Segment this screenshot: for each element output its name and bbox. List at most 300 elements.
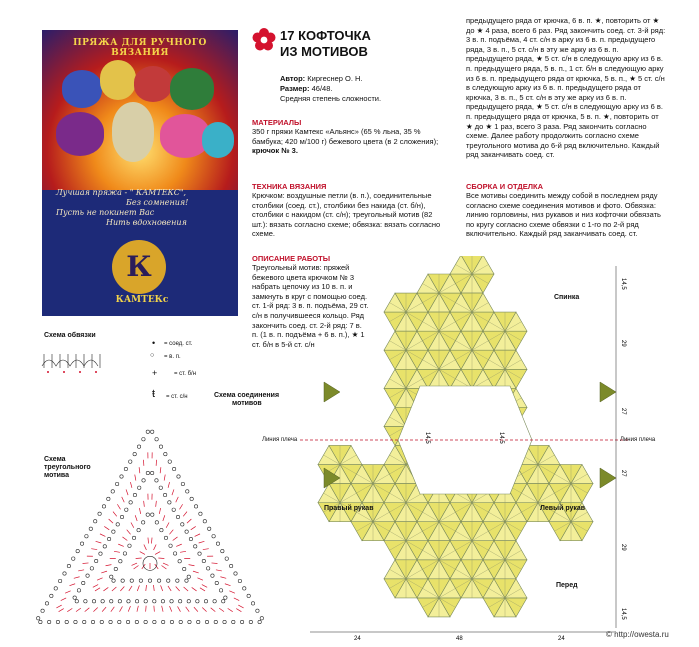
chain-stitch	[128, 544, 131, 547]
double-crochet-stitch	[166, 523, 169, 528]
double-crochet-stitch	[170, 606, 172, 612]
chain-stitch	[112, 579, 115, 582]
dimension-label: 29	[620, 340, 626, 347]
chain-stitch	[80, 542, 83, 545]
chain-stitch	[109, 620, 112, 623]
chain-stitch	[159, 445, 162, 448]
chain-stitch	[146, 471, 149, 474]
edging-title: Схема обвязки	[44, 332, 96, 340]
double-crochet-stitch	[156, 501, 157, 507]
technique-section	[252, 182, 448, 239]
chain-stitch	[77, 589, 80, 592]
double-crochet-stitch	[97, 578, 103, 580]
double-crochet-stitch	[85, 608, 90, 612]
legend-row	[148, 352, 228, 366]
chain-stitch	[170, 620, 173, 623]
dimension-label: 14,5	[620, 608, 626, 620]
chain-stitch	[185, 579, 188, 582]
yarn-skein-icon	[100, 60, 136, 100]
joining-diagram	[300, 256, 630, 642]
chain-stitch	[148, 579, 151, 582]
chain-stitch	[116, 523, 119, 526]
brand-logo-icon: К	[112, 240, 166, 294]
chain-stitch	[251, 602, 254, 605]
double-crochet-stitch	[189, 565, 195, 566]
double-crochet-stitch	[220, 577, 226, 579]
chain-stitch	[144, 600, 147, 603]
double-crochet-stitch	[93, 585, 98, 588]
dark-motif-accent	[600, 382, 616, 402]
chain-stitch	[170, 600, 173, 603]
double-crochet-stitch	[154, 545, 157, 550]
double-crochet-stitch	[95, 588, 100, 591]
chain-stitch	[234, 572, 237, 575]
chain-stitch	[91, 620, 94, 623]
double-crochet-stitch	[120, 606, 123, 611]
double-crochet-stitch	[74, 577, 80, 579]
chain-stitch	[163, 493, 166, 496]
chain-stitch	[167, 579, 170, 582]
chain-stitch	[159, 486, 162, 489]
double-crochet-stitch	[137, 585, 139, 591]
double-crochet-stitch	[180, 504, 183, 509]
double-crochet-stitch	[160, 467, 161, 473]
double-crochet-stitch	[163, 563, 168, 565]
chain-stitch	[247, 594, 250, 597]
chain-stitch	[118, 620, 121, 623]
chain-stitch	[120, 475, 123, 478]
dark-motif-accent	[324, 382, 340, 402]
double-crochet-stitch	[168, 586, 171, 591]
double-crochet-stitch	[128, 606, 130, 612]
chain-stitch	[187, 600, 190, 603]
materials-hook: крючок № 3.	[252, 146, 448, 156]
chain-stitch	[188, 620, 191, 623]
chain-stitch	[203, 520, 206, 523]
chain-stitch	[256, 609, 259, 612]
double-crochet-stitch	[140, 552, 145, 555]
chain-stitch	[155, 479, 158, 482]
chain-stitch	[169, 544, 172, 547]
double-crochet-stitch	[176, 586, 180, 591]
author-value: Киргеснер О. Н.	[307, 74, 362, 83]
double-crochet-stitch	[234, 598, 239, 601]
double-crochet-stitch	[144, 545, 147, 550]
double-crochet-stitch	[59, 609, 64, 612]
double-crochet-stitch	[203, 549, 209, 550]
chain-stitch	[164, 536, 167, 539]
work-text: Треугольный мотив: пряжей бежевого цвета крючком № 3 набрать цепочку из 10 в. п. и замкнуть в круг с помощью соед. ст. 1-й ряд: 3 в. п. подъёма, 29 ст. с/н в получившееся кольцо. Ряд закончить соед. ст. 2-й ряд: 7 в. п. (1 в. п. подъёма + 6 в. п.), ★ 1 ст. б/н в 5-й ст. с/н	[252, 263, 370, 349]
double-crochet-stitch	[65, 591, 71, 593]
double-crochet-stitch	[183, 512, 187, 517]
double-crochet-stitch	[225, 584, 231, 586]
chain-stitch	[232, 620, 235, 623]
watermark: © http://owesta.ru	[606, 630, 669, 639]
double-crochet-stitch	[112, 587, 116, 591]
chain-stitch	[111, 490, 114, 493]
double-crochet-stitch	[109, 519, 113, 523]
double-crochet-stitch	[76, 608, 81, 612]
chain-stitch	[216, 542, 219, 545]
double-crochet-stitch	[162, 566, 167, 569]
joining-title-line: Схема соединения	[214, 392, 279, 400]
double-crochet-stitch	[162, 606, 163, 612]
chain-stitch	[135, 620, 138, 623]
chain-stitch	[67, 564, 70, 567]
back-label: Спинка	[554, 294, 579, 302]
double-crochet-stitch	[114, 551, 120, 552]
double-crochet-stitch	[134, 566, 139, 569]
chain-stitch	[39, 620, 42, 623]
chain-stitch	[161, 600, 164, 603]
chain-stitch	[199, 512, 202, 515]
double-crochet-stitch	[127, 530, 131, 535]
chain-stitch	[74, 620, 77, 623]
chain-stitch	[85, 534, 88, 537]
double-crochet-stitch	[176, 544, 182, 546]
chain-stitch	[249, 620, 252, 623]
chain-stitch	[142, 479, 145, 482]
legend-ch: = в. п.	[164, 354, 181, 360]
work-continued-text: предыдущего ряда от крючка, 6 в. п. ★, повторить от ★ до ★ 4 раза, всего 6 раз. Ряд закончить соед. ст. 3-й ряд: 3 в. п. подъёма, 4 ст. с/н в арку из 6 в. п. предыдущего ряда, 3 в. п., 5 ст. с/н в эту же арку из 6 в. п. предыдущего ряда, ★ 5 ст. с/н в следующую арку из 6 в. п. предыдущего ряда, 5 в. п., 1 ст. б/н в следующую арку из 6 в. п. предыдущего ряда от крючка, 5 в. п., ★ 5 ст. с/н в следующую арку из 6 в. п. предыдущего ряда от крючка, 3 в. п., 5 ст. с/н в эту же арку из 6 в. п. предыдущего ряда, ★ 5 ст. с/н в следующую арку из 6 в. п. предыдущего ряда от крючка, 5 в. п. ★, повторить от ★ до ★ 1 раз, всего 3 раза. Ряд закончить согласно схеме. Далее работу продолжить согласно схеме треугольного мотива до 6-й ряд включительно. Каждый ряд заканчивать соед. ст.	[466, 16, 666, 160]
double-crochet-stitch	[216, 570, 222, 571]
chain-stitch	[204, 600, 207, 603]
flower-icon	[252, 28, 276, 52]
double-crochet-stitch	[151, 538, 152, 544]
chain-stitch	[102, 505, 105, 508]
double-crochet-stitch	[199, 541, 205, 543]
pattern-meta	[280, 74, 381, 104]
double-crochet-stitch	[69, 584, 75, 586]
double-crochet-stitch	[168, 482, 170, 488]
chain-stitch	[133, 493, 136, 496]
chain-stitch	[99, 552, 102, 555]
front-label: Перед	[556, 582, 578, 590]
yarn-advertisement	[42, 30, 238, 316]
double-crochet-stitch	[169, 530, 173, 535]
assembly-section	[466, 182, 666, 239]
chain-stitch	[118, 600, 121, 603]
chain-stitch	[150, 471, 153, 474]
chain-stitch	[181, 482, 184, 485]
ad-slogan-line: Нить вдохновения	[56, 218, 231, 228]
chain-stitch	[144, 620, 147, 623]
chain-stitch	[84, 600, 87, 603]
chain-stitch	[240, 620, 243, 623]
legend-sc: = ст. б/н	[174, 371, 196, 377]
double-crochet-stitch	[236, 609, 241, 612]
chain-stitch	[173, 552, 176, 555]
chain-stitch	[47, 620, 50, 623]
motif-title-line: мотива	[44, 472, 91, 480]
shoulder-line-right: Линия плеча	[620, 437, 655, 443]
double-crochet-stitch	[238, 605, 243, 608]
chain-stitch	[151, 513, 154, 516]
chain-stitch	[238, 579, 241, 582]
yarn-skein-icon	[62, 70, 102, 108]
chain-stitch	[121, 579, 124, 582]
double-crochet-stitch	[219, 608, 224, 612]
chain-stitch	[197, 620, 200, 623]
chain-stitch	[56, 620, 59, 623]
chain-stitch	[225, 557, 228, 560]
double-crochet-stitch	[202, 585, 207, 588]
double-crochet-stitch	[100, 534, 105, 537]
double-crochet-stitch	[118, 544, 124, 546]
chain-stitch	[157, 579, 160, 582]
dimension-label: 24	[558, 636, 565, 642]
double-crochet-stitch	[83, 563, 89, 564]
chain-stitch	[86, 574, 89, 577]
chain-stitch	[194, 505, 197, 508]
chain-stitch	[130, 579, 133, 582]
chain-stitch	[137, 445, 140, 448]
dimension-label: 24	[354, 636, 361, 642]
chain-stitch	[72, 557, 75, 560]
double-crochet-stitch	[132, 563, 137, 565]
right-sleeve-label: Правый рукав	[324, 505, 374, 513]
chain-stitch	[41, 609, 44, 612]
chain-stitch	[260, 617, 263, 620]
double-crochet-stitch	[155, 552, 160, 555]
double-crochet-stitch	[78, 570, 84, 571]
chain-stitch	[139, 579, 142, 582]
chain-stitch	[107, 537, 110, 540]
double-crochet-stitch	[126, 489, 128, 495]
double-crochet-stitch	[228, 608, 233, 611]
chain-stitch	[155, 437, 158, 440]
double-crochet-stitch	[122, 497, 125, 502]
chain-stitch	[137, 528, 140, 531]
assembly-text: Все мотивы соединить между собой в последнем ряду согласно схеме соединения мотивов и фото. Обвязка: линию горловины, низ рукавов и низ кофточки обвязать по кругу согласно схеме обвязки с 1-го по 2-й ряд включительно. Каждый ряд заканчивать соед. ст.	[466, 191, 666, 239]
double-crochet-stitch	[192, 587, 197, 591]
chain-stitch	[73, 596, 76, 599]
double-crochet-stitch	[187, 519, 191, 523]
joining-title-line: мотивов	[214, 400, 279, 408]
chain-stitch	[205, 620, 208, 623]
double-crochet-stitch	[122, 537, 127, 541]
ch-symbol: ○	[150, 352, 154, 359]
chain-stitch	[133, 452, 136, 455]
double-crochet-stitch	[137, 606, 138, 612]
triangle-motif-chart	[30, 424, 270, 629]
double-crochet-stitch	[91, 549, 97, 550]
chain-stitch	[176, 515, 179, 518]
ad-brand: КАМТЕКс	[102, 295, 182, 305]
chain-stitch	[178, 560, 181, 563]
double-crochet-stitch	[193, 571, 199, 573]
chain-stitch	[258, 620, 261, 623]
left-sleeve-label: Левый рукав	[540, 505, 585, 513]
chain-stitch	[100, 620, 103, 623]
double-crochet-stitch	[148, 538, 149, 544]
dark-motif-accent	[600, 468, 616, 488]
chain-stitch	[114, 567, 117, 570]
double-crochet-stitch	[200, 588, 205, 591]
double-crochet-stitch	[135, 475, 136, 481]
double-crochet-stitch	[106, 565, 112, 566]
double-crochet-stitch	[120, 586, 124, 591]
double-crochet-stitch	[56, 605, 61, 608]
chain-stitch	[76, 549, 79, 552]
yarn-skein-icon	[134, 66, 172, 102]
sl-st-symbol: •	[152, 338, 155, 348]
double-crochet-stitch	[191, 526, 196, 529]
double-crochet-stitch	[184, 587, 188, 591]
double-crochet-stitch	[173, 537, 178, 541]
chain-stitch	[93, 520, 96, 523]
chain-stitch	[194, 545, 197, 548]
chain-stitch	[129, 501, 132, 504]
chain-stitch	[89, 527, 92, 530]
double-crochet-stitch	[186, 607, 190, 612]
chain-stitch	[153, 620, 156, 623]
chain-stitch	[65, 620, 68, 623]
legend-row	[148, 366, 228, 388]
chain-stitch	[127, 600, 130, 603]
chain-stitch	[211, 574, 214, 577]
chain-stitch	[153, 600, 156, 603]
size-label: Размер:	[280, 84, 310, 93]
work-continued	[466, 16, 666, 160]
chain-stitch	[223, 620, 226, 623]
title-line: ИЗ МОТИВОВ	[280, 44, 371, 60]
double-crochet-stitch	[67, 608, 72, 611]
chain-stitch	[45, 602, 48, 605]
chain-stitch	[138, 486, 141, 489]
chain-stitch	[214, 620, 217, 623]
double-crochet-stitch	[144, 501, 145, 507]
chain-stitch	[107, 497, 110, 500]
chain-stitch	[215, 581, 218, 584]
dimension-label: 14,5	[424, 432, 430, 444]
chain-stitch	[101, 600, 104, 603]
double-crochet-stitch	[197, 578, 203, 580]
chain-stitch	[190, 497, 193, 500]
chain-stitch	[178, 600, 181, 603]
chain-stitch	[126, 620, 129, 623]
double-crochet-stitch	[111, 607, 115, 612]
chain-stitch	[36, 617, 39, 620]
legend-dc: = ст. с/н	[166, 394, 188, 400]
double-crochet-stitch	[101, 571, 107, 573]
dimension-label: 14,5	[620, 278, 626, 290]
chain-stitch	[185, 530, 188, 533]
ad-slogan	[56, 188, 231, 228]
sc-symbol: +	[152, 368, 157, 378]
chain-stitch	[119, 560, 122, 563]
page-title	[280, 28, 371, 60]
chain-stitch	[50, 594, 53, 597]
chain-stitch	[213, 600, 216, 603]
ad-slogan-line: Пусть не покинет Вас	[56, 208, 231, 218]
chain-stitch	[198, 552, 201, 555]
chain-stitch	[135, 600, 138, 603]
dimension-label: 48	[456, 636, 463, 642]
double-crochet-stitch	[178, 606, 181, 611]
double-crochet-stitch	[130, 482, 132, 488]
double-crochet-stitch	[146, 585, 147, 591]
chain-stitch	[196, 600, 199, 603]
double-crochet-stitch	[117, 504, 120, 509]
technique-heading: ТЕХНИКА ВЯЗАНИЯ	[252, 182, 448, 191]
chain-stitch	[112, 530, 115, 533]
chain-stitch	[206, 567, 209, 570]
chain-stitch	[212, 534, 215, 537]
double-crochet-stitch	[153, 585, 154, 591]
double-crochet-stitch	[195, 534, 200, 537]
chain-stitch	[120, 515, 123, 518]
chain-stitch	[160, 528, 163, 531]
chain-stitch	[94, 559, 97, 562]
double-crochet-stitch	[194, 607, 198, 612]
double-crochet-stitch	[163, 515, 165, 521]
chain-stitch	[186, 490, 189, 493]
chain-stitch	[172, 467, 175, 470]
double-crochet-stitch	[211, 608, 216, 612]
technique-text: Крючком: воздушные петли (в. п.), соединительные столбики (соед. ст.), столбики без накида (ст. б/н), столбики с накидом (ст. с/н); треугольный мотив (82 шт.): вязать согласно схеме; обвязка: вязать согласно схеме.	[252, 191, 448, 239]
double-crochet-stitch	[172, 489, 174, 495]
chain-stitch	[125, 508, 128, 511]
dimension-label: 29	[620, 544, 626, 551]
chain-stitch	[150, 430, 153, 433]
materials-text: 350 г пряжи Камтекс «Альянс» (65 % льна, 35 % бамбука; 420 м/100 г) бежевого цвета (в 2 сложения);	[252, 127, 448, 146]
chain-stitch	[189, 537, 192, 540]
yarn-skein-icon	[170, 68, 214, 110]
chain-stitch	[243, 587, 246, 590]
dimension-label: 14,5	[498, 432, 504, 444]
chain-stitch	[82, 581, 85, 584]
double-crochet-stitch	[161, 585, 163, 591]
chain-stitch	[181, 523, 184, 526]
chain-stitch	[229, 564, 232, 567]
chain-stitch	[146, 430, 149, 433]
ad-slogan-line: Без сомнения!	[56, 198, 231, 208]
chain-stitch	[92, 600, 95, 603]
double-crochet-stitch	[202, 607, 206, 611]
work-heading: ОПИСАНИЕ РАБОТЫ	[252, 254, 370, 263]
ad-slogan-line: Лучшая пряжа - " КАМТЕКС",	[56, 188, 231, 198]
double-crochet-stitch	[61, 598, 66, 601]
chain-stitch	[161, 620, 164, 623]
shoulder-line-left: Линия плеча	[262, 437, 297, 443]
double-crochet-stitch	[211, 563, 217, 564]
chain-stitch	[123, 552, 126, 555]
double-crochet-stitch	[93, 607, 97, 611]
chain-stitch	[115, 482, 118, 485]
double-crochet-stitch	[103, 587, 108, 591]
yarn-skein-icon	[56, 112, 104, 156]
double-crochet-stitch	[129, 586, 132, 591]
double-crochet-stitch	[104, 526, 109, 529]
chain-stitch	[58, 579, 61, 582]
double-crochet-stitch	[180, 551, 186, 552]
chain-stitch	[141, 521, 144, 524]
double-crochet-stitch	[113, 512, 117, 517]
chain-stitch	[90, 567, 93, 570]
yarn-skein-icon	[202, 122, 234, 158]
edging-chart	[40, 344, 106, 378]
legend-sl-st: = соед. ст.	[164, 341, 192, 347]
ad-headline: ПРЯЖА ДЛЯ РУЧНОГО ВЯЗАНИЯ	[60, 38, 220, 58]
double-crochet-stitch	[131, 523, 134, 528]
chain-stitch	[222, 600, 225, 603]
double-crochet-stitch	[176, 497, 179, 502]
double-crochet-stitch	[96, 541, 102, 543]
chain-stitch	[155, 521, 158, 524]
chain-stitch	[83, 620, 86, 623]
chain-stitch	[54, 587, 57, 590]
